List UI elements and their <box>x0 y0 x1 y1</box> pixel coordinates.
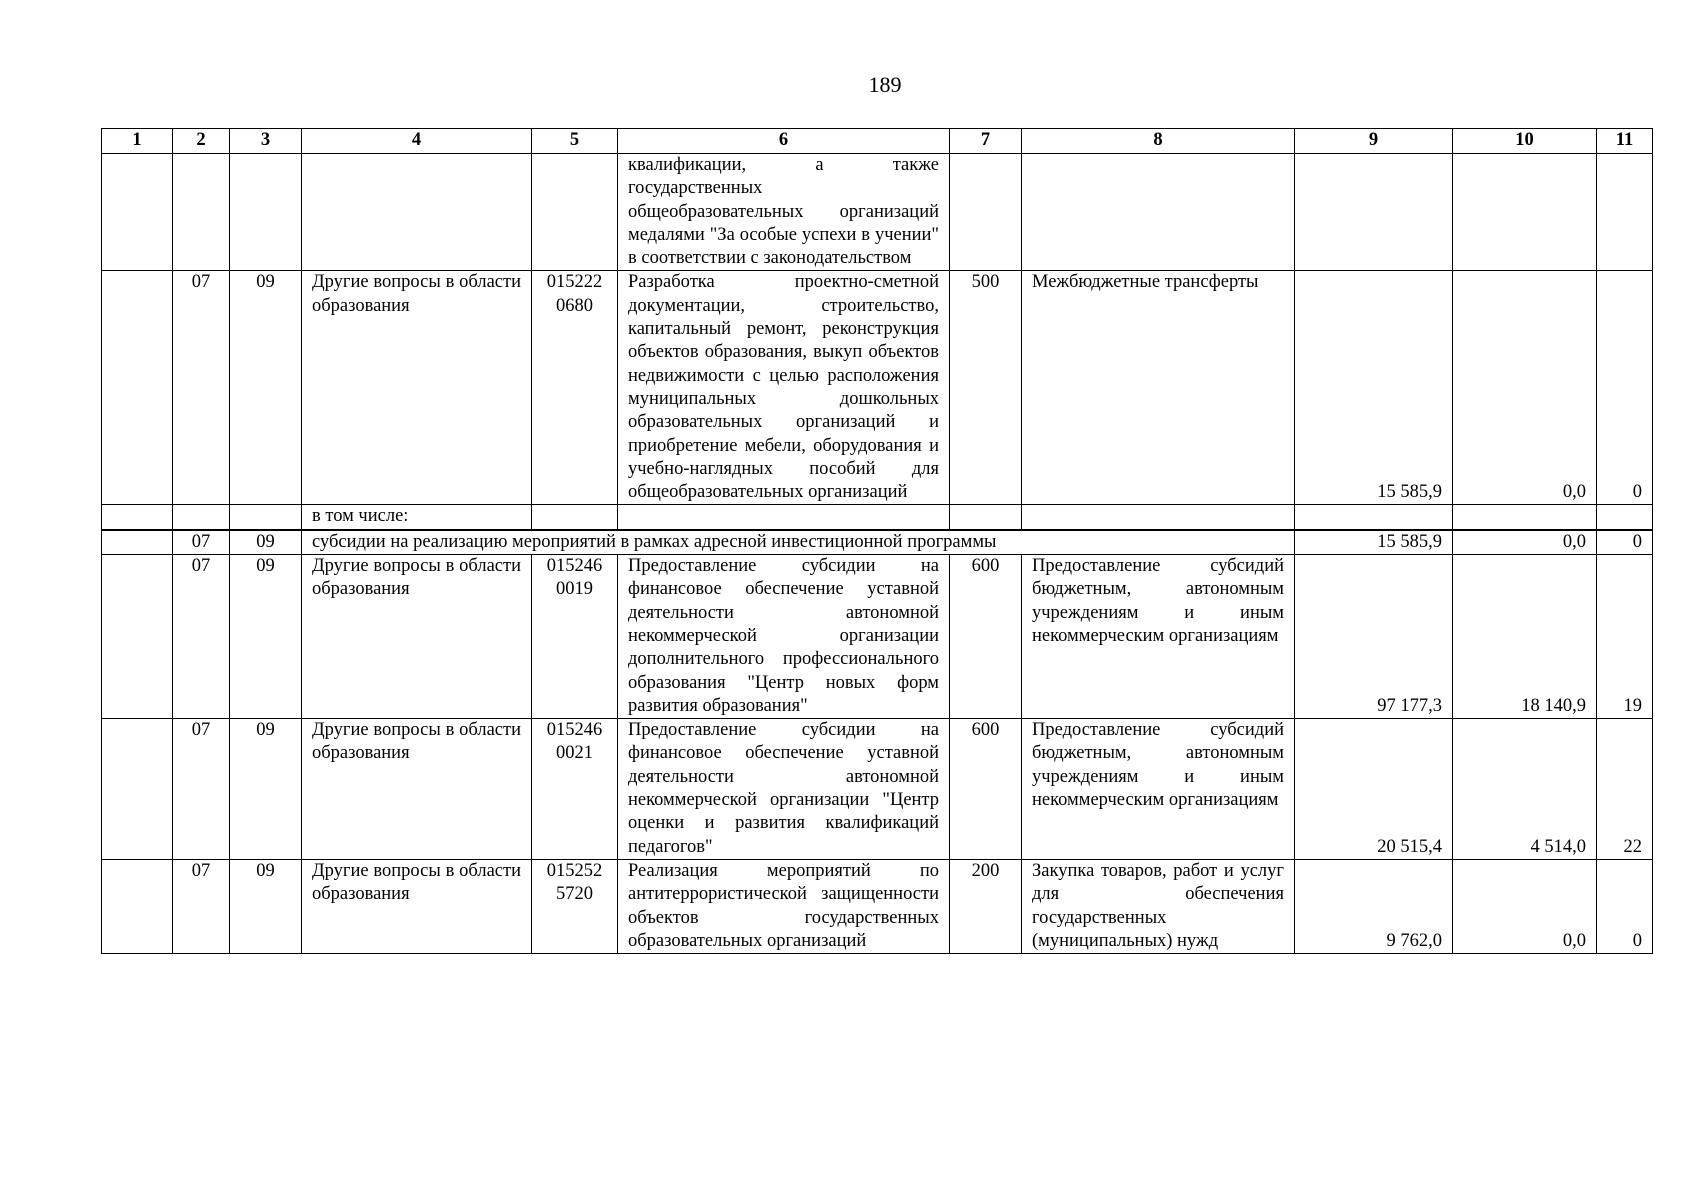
cell-amount-2: 0,0 <box>1453 859 1597 953</box>
empty-cell <box>173 505 230 530</box>
cell-amount-2: 18 140,9 <box>1453 555 1597 719</box>
cell-percent: 0 <box>1597 859 1653 953</box>
empty-cell <box>1453 505 1597 530</box>
column-header-11: 11 <box>1597 129 1653 154</box>
cell-section-name: Другие вопросы в области образования <box>302 719 532 860</box>
budget-table <box>101 128 1653 954</box>
cell-percent: 0 <box>1597 530 1653 555</box>
cell-amount <box>1295 154 1453 271</box>
cell-description: квалификации, а также государственных общеобразовательных организаций медалями "За особые успехи в учении" в соответствии с законодательством <box>618 154 950 271</box>
empty-cell <box>230 505 302 530</box>
cell-section-name: Другие вопросы в области образования <box>302 555 532 719</box>
empty-cell <box>618 505 950 530</box>
cell-note: в том числе: <box>302 505 532 530</box>
column-header-8: 8 <box>1022 129 1295 154</box>
table-row <box>102 530 1653 555</box>
column-header-9: 9 <box>1295 129 1453 154</box>
cell-section: 07 <box>173 719 230 860</box>
cell-target-code <box>532 154 618 271</box>
cell-subsection: 09 <box>230 555 302 719</box>
column-header-6: 6 <box>618 129 950 154</box>
cell-subtotal-label: субсидии на реализацию мероприятий в рамках адресной инвестиционной программы <box>302 530 1295 555</box>
cell-target-code: 015252 5720 <box>532 859 618 953</box>
cell-percent: 19 <box>1597 555 1653 719</box>
table-row <box>102 271 1653 505</box>
column-header-3: 3 <box>230 129 302 154</box>
cell-amount: 9 762,0 <box>1295 859 1453 953</box>
cell-amount: 15 585,9 <box>1295 530 1453 555</box>
cell-expense-type-name: Предоставление субсидий бюджетным, автономным учреждениям и иным некоммерческим организациям <box>1022 555 1295 719</box>
cell-section <box>173 154 230 271</box>
cell-subsection: 09 <box>230 530 302 555</box>
empty-cell <box>532 505 618 530</box>
column-header-1: 1 <box>102 129 173 154</box>
cell-amount: 15 585,9 <box>1295 271 1453 505</box>
table-row <box>102 859 1653 953</box>
cell-expense-type-name: Межбюджетные трансферты <box>1022 271 1295 505</box>
table-row <box>102 719 1653 860</box>
cell-description: Разработка проектно-сметной документации, строительство, капитальный ремонт, реконструкция объектов образования, выкуп объектов недвижимости с целью расположения муниципальных дошкольных образовательных организаций и приобретение мебели, оборудования и учебно-наглядных пособий для общеобразовательных организаций <box>618 271 950 505</box>
column-header-5: 5 <box>532 129 618 154</box>
cell-target-code: 015222 0680 <box>532 271 618 505</box>
cell-target-code: 015246 0019 <box>532 555 618 719</box>
cell-percent: 0 <box>1597 271 1653 505</box>
cell-section: 07 <box>173 271 230 505</box>
cell-amount: 97 177,3 <box>1295 555 1453 719</box>
cell-amount-2: 0,0 <box>1453 530 1597 555</box>
cell-amount: 20 515,4 <box>1295 719 1453 860</box>
cell-section: 07 <box>173 555 230 719</box>
cell-col1 <box>102 154 173 271</box>
empty-cell <box>950 505 1022 530</box>
cell-subsection: 09 <box>230 271 302 505</box>
cell-section-name <box>302 154 532 271</box>
table-header-row <box>102 129 1653 154</box>
cell-target-code: 015246 0021 <box>532 719 618 860</box>
cell-section: 07 <box>173 859 230 953</box>
cell-col1 <box>102 555 173 719</box>
cell-col1 <box>102 719 173 860</box>
table-row <box>102 154 1653 271</box>
page-number: 189 <box>868 72 902 97</box>
cell-expense-type: 500 <box>950 271 1022 505</box>
cell-expense-type: 600 <box>950 555 1022 719</box>
empty-cell <box>102 530 173 555</box>
empty-cell <box>1022 505 1295 530</box>
cell-col1 <box>102 271 173 505</box>
table-row <box>102 555 1653 719</box>
cell-subsection: 09 <box>230 859 302 953</box>
cell-description: Реализация мероприятий по антитеррористической защищенности объектов государственных образовательных организаций <box>618 859 950 953</box>
cell-section: 07 <box>173 530 230 555</box>
cell-expense-type: 600 <box>950 719 1022 860</box>
empty-cell <box>102 505 173 530</box>
table-row <box>102 505 1653 530</box>
cell-section-name: Другие вопросы в области образования <box>302 271 532 505</box>
cell-subsection: 09 <box>230 719 302 860</box>
empty-cell <box>1597 505 1653 530</box>
cell-percent <box>1597 154 1653 271</box>
cell-amount-2: 4 514,0 <box>1453 719 1597 860</box>
cell-expense-type-name: Закупка товаров, работ и услуг для обеспечения государственных (муниципальных) нужд <box>1022 859 1295 953</box>
column-header-2: 2 <box>173 129 230 154</box>
cell-description: Предоставление субсидии на финансовое обеспечение уставной деятельности автономной некоммерческой организации дополнительного профессионального образования "Центр новых форм развития образования" <box>618 555 950 719</box>
empty-cell <box>1295 505 1453 530</box>
column-header-10: 10 <box>1453 129 1597 154</box>
cell-amount-2 <box>1453 154 1597 271</box>
cell-col1 <box>102 859 173 953</box>
cell-expense-type: 200 <box>950 859 1022 953</box>
cell-expense-type <box>950 154 1022 271</box>
cell-expense-type-name: Предоставление субсидий бюджетным, автономным учреждениям и иным некоммерческим организациям <box>1022 719 1295 860</box>
cell-subsection <box>230 154 302 271</box>
cell-section-name: Другие вопросы в области образования <box>302 859 532 953</box>
cell-expense-type-name <box>1022 154 1295 271</box>
column-header-7: 7 <box>950 129 1022 154</box>
cell-percent: 22 <box>1597 719 1653 860</box>
cell-description: Предоставление субсидии на финансовое обеспечение уставной деятельности автономной некоммерческой организации "Центр оценки и развития квалификаций педагогов" <box>618 719 950 860</box>
column-header-4: 4 <box>302 129 532 154</box>
cell-amount-2: 0,0 <box>1453 271 1597 505</box>
